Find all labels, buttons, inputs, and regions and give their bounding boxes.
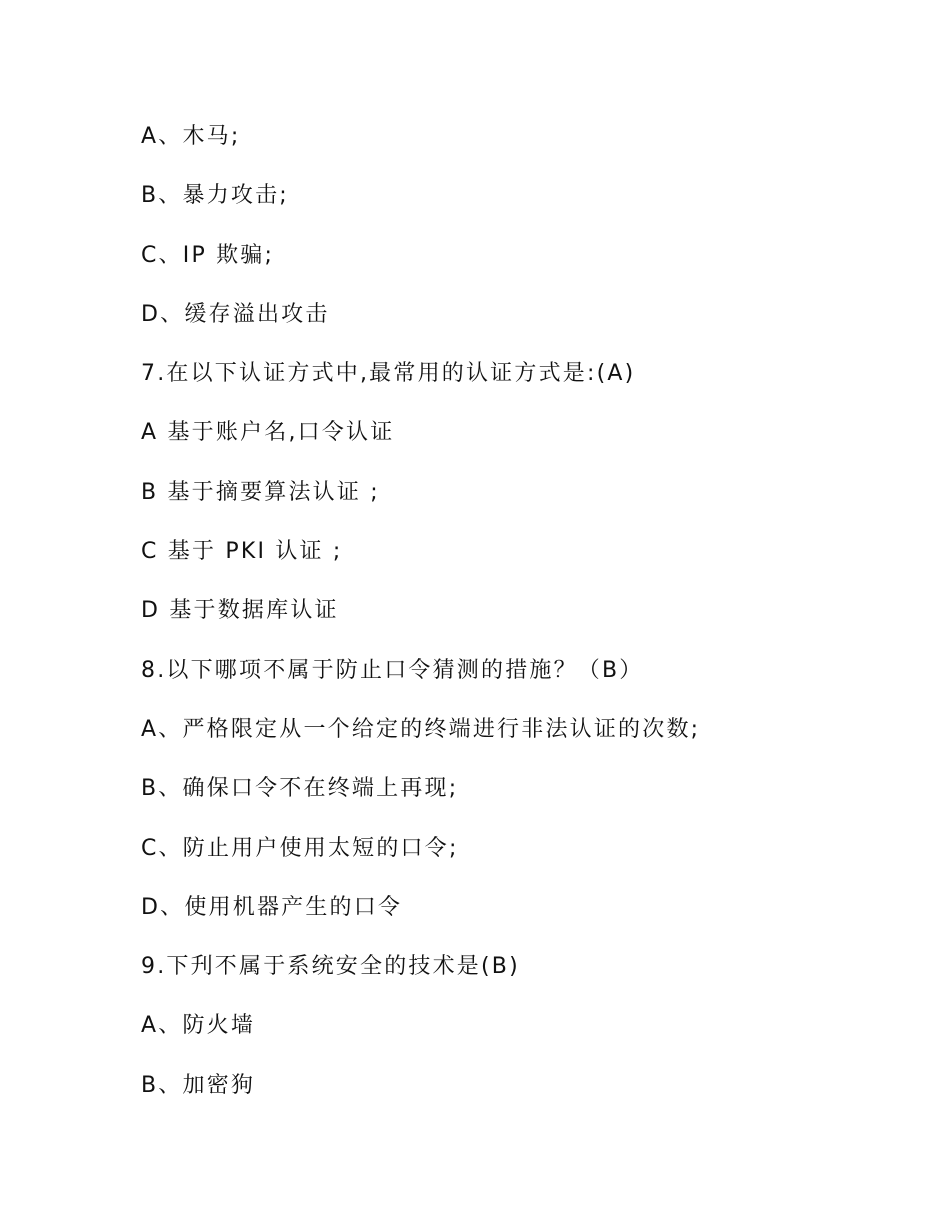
- option-line: B、暴力攻击;: [141, 183, 289, 209]
- option-line: C、IP 欺骗;: [141, 242, 275, 268]
- option-line: B、加密狗: [141, 1072, 256, 1098]
- option-line: D 基于数据库认证: [141, 598, 339, 624]
- option-line: D、使用机器产生的口令: [141, 894, 403, 920]
- option-line: B、确保口令不在终端上再现;: [141, 776, 459, 802]
- question-line: 9.下刋不属于系统安全的技术是(B): [141, 954, 520, 980]
- option-line: C 基于 PKI 认证 ;: [141, 539, 343, 565]
- option-line: A、严格限定从一个给定的终端进行非法认证的次数;: [141, 716, 701, 742]
- option-line: A、防火墙: [141, 1013, 256, 1039]
- question-line: 8.以下哪项不属于防止口令猜测的措施？（B）: [141, 657, 644, 683]
- option-line: C、防止用户使用太短的口令;: [141, 835, 459, 861]
- option-line: B 基于摘要算法认证 ;: [141, 479, 380, 505]
- question-line: 7.在以下认证方式中,最常用的认证方式是:(A): [141, 361, 636, 387]
- option-line: A 基于账户名,口令认证: [141, 420, 395, 446]
- question-list: [141, 117, 700, 1125]
- option-line: A、木马;: [141, 124, 241, 149]
- option-line: D、缓存溢出攻击: [141, 301, 330, 327]
